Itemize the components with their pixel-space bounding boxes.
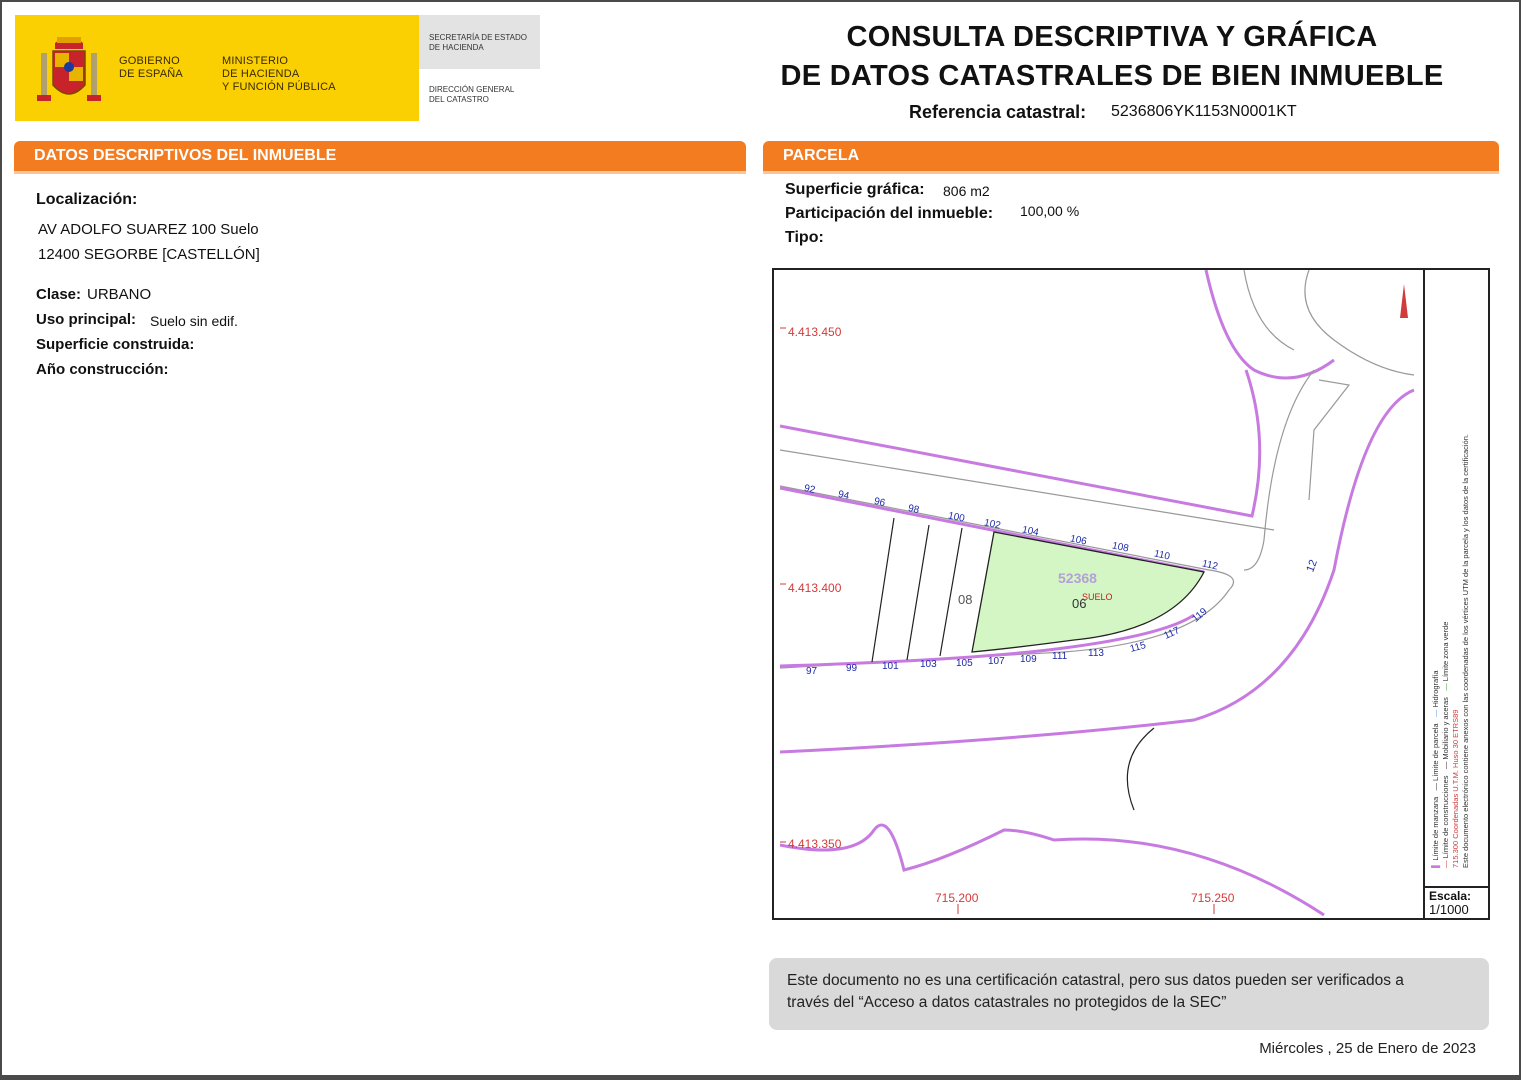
note-line1: Este documento no es una certificación catastral, pero sus datos pueden ser verificados a xyxy=(787,972,1404,989)
address-line2: 12400 SEGORBE [CASTELLÓN] xyxy=(38,246,260,263)
x-coord-right: 715.250 xyxy=(1191,891,1235,905)
scale-label: Escala: xyxy=(1429,889,1472,903)
scale-value: 1/1000 xyxy=(1429,902,1469,917)
street-number: 107 xyxy=(988,656,1005,667)
document-page xyxy=(2,2,1519,1075)
document-date: Miércoles , 25 de Enero de 2023 xyxy=(1259,1040,1476,1057)
neighbor-parcel-number: 08 xyxy=(958,592,973,607)
street-number: 98 xyxy=(906,502,921,517)
participation-value: 100,00 % xyxy=(1020,203,1080,219)
ministry-line2: DE HACIENDA xyxy=(222,68,300,80)
legend-parcel-limit: Límite de parcela xyxy=(1431,723,1440,781)
legend-document-note: Este documento electrónico contiene anexos con las coordenadas de los vértices UTM de la parcela y los datos de la certificación. xyxy=(1461,434,1470,868)
dg-line2: DEL CATASTRO xyxy=(429,95,489,104)
map-drawing xyxy=(774,270,1488,918)
title-line2: DE DATOS CATASTRALES DE BIEN INMUEBLE xyxy=(780,60,1444,92)
street-number: 110 xyxy=(1153,548,1171,563)
street-number: 113 xyxy=(1088,648,1104,659)
street-number: 111 xyxy=(1052,651,1068,662)
street-number: 105 xyxy=(956,658,973,669)
parcel-reference: 52368 xyxy=(1058,570,1097,586)
gov-line2: DE ESPAÑA xyxy=(119,68,183,80)
legend-construction-limit: Límite de construcciones xyxy=(1441,775,1450,859)
ministry-line1: MINISTERIO xyxy=(222,55,289,67)
use-label: Uso principal: xyxy=(36,311,137,328)
graphic-area-value: 806 m2 xyxy=(943,183,990,199)
street-number: 104 xyxy=(1021,524,1040,539)
sec-line1: SECRETARÍA DE ESTADO xyxy=(429,33,527,42)
y-coord-bottom: 4.413.350 xyxy=(788,837,842,851)
descriptive-section-header: DATOS DESCRIPTIVOS DEL INMUEBLE xyxy=(14,141,746,171)
document-title xyxy=(762,18,1462,96)
street-number: 112 xyxy=(1201,558,1219,573)
legend-block-limit: Límite de manzana xyxy=(1431,796,1440,861)
legend-utm-note: 715.300 Coordenadas U.T.M. Huso 30 ETRS89 xyxy=(1451,709,1460,868)
street-number: 101 xyxy=(882,661,899,672)
legend-scale-divider xyxy=(1425,886,1490,888)
class-value: URBANO xyxy=(87,286,152,303)
section-divider xyxy=(14,171,746,174)
street-number: 119 xyxy=(1190,606,1210,625)
legend-furniture: Mobiliario y aceras xyxy=(1441,697,1450,760)
street-number: 103 xyxy=(920,659,937,670)
graphic-area-label: Superficie gráfica: xyxy=(785,181,925,198)
construction-year-label: Año construcción: xyxy=(36,361,169,378)
street-number: 99 xyxy=(846,663,858,674)
street-number: 117 xyxy=(1162,625,1182,642)
parcel-section-header: PARCELA xyxy=(763,141,1499,171)
participation-label: Participación del inmueble: xyxy=(785,205,994,222)
y-coord-middle: 4.413.400 xyxy=(788,581,842,595)
street-number: 115 xyxy=(1128,640,1148,655)
x-coord-left: 715.200 xyxy=(935,891,979,905)
street-number: 97 xyxy=(806,666,818,677)
street-number: 108 xyxy=(1111,540,1130,555)
reference-label: Referencia catastral: xyxy=(909,102,1087,122)
y-coord-top: 4.413.450 xyxy=(788,325,842,339)
sec-line2: DE HACIENDA xyxy=(429,43,484,52)
north-arrow-icon xyxy=(1400,284,1408,318)
street-number-12: 12 xyxy=(1304,558,1320,574)
location-label: Localización: xyxy=(36,191,138,208)
title-line1: CONSULTA DESCRIPTIVA Y GRÁFICA xyxy=(846,21,1378,53)
street-number: 106 xyxy=(1069,533,1088,548)
class-label: Clase: xyxy=(36,286,82,303)
directorate-label xyxy=(429,85,514,105)
coat-of-arms-icon xyxy=(33,29,105,109)
built-area-label: Superficie construida: xyxy=(36,336,195,353)
address-line1: AV ADOLFO SUAREZ 100 Suelo xyxy=(38,221,259,238)
legend-hydrography: Hidrografía xyxy=(1431,670,1440,708)
type-label: Tipo: xyxy=(785,229,824,246)
ministry-line3: Y FUNCIÓN PÚBLICA xyxy=(222,81,336,93)
verification-note xyxy=(769,958,1489,1030)
government-logo-block xyxy=(15,15,419,121)
reference-value: 5236806YK1153N0001KT xyxy=(1111,103,1297,120)
street-number: 102 xyxy=(983,517,1002,532)
cadastral-map xyxy=(772,268,1490,920)
use-value: Suelo sin edif. xyxy=(150,313,238,329)
legend-green-zone: Límite zona verde xyxy=(1441,621,1450,682)
gov-line1: GOBIERNO xyxy=(119,55,180,67)
section-divider xyxy=(763,171,1499,174)
note-line2: través del “Acceso a datos catastrales no protegidos de la SEC” xyxy=(787,994,1227,1011)
street-number: 92 xyxy=(802,482,817,497)
dg-line1: DIRECCIÓN GENERAL xyxy=(429,85,515,94)
secretariat-block xyxy=(419,15,540,69)
street-number: 96 xyxy=(872,495,887,510)
parcel-number: 06 xyxy=(1072,596,1087,611)
street-number: 100 xyxy=(947,510,966,525)
parcel-use: SUELO xyxy=(1082,592,1113,602)
street-number: 94 xyxy=(836,488,851,503)
map-legend: ▌ Límite de manzana — Límite de parcela — Hidrografía — Límite de construcciones — Mobiliario y aceras — Límite zona verde 715.300 Coordenadas U.T.M. Huso 30 ETRS89 Este documento electrónico contiene anexos con las coordenadas de los vértices UTM de la parcela y los datos de la certificación. xyxy=(1425,268,1490,888)
street-number: 109 xyxy=(1020,654,1037,665)
